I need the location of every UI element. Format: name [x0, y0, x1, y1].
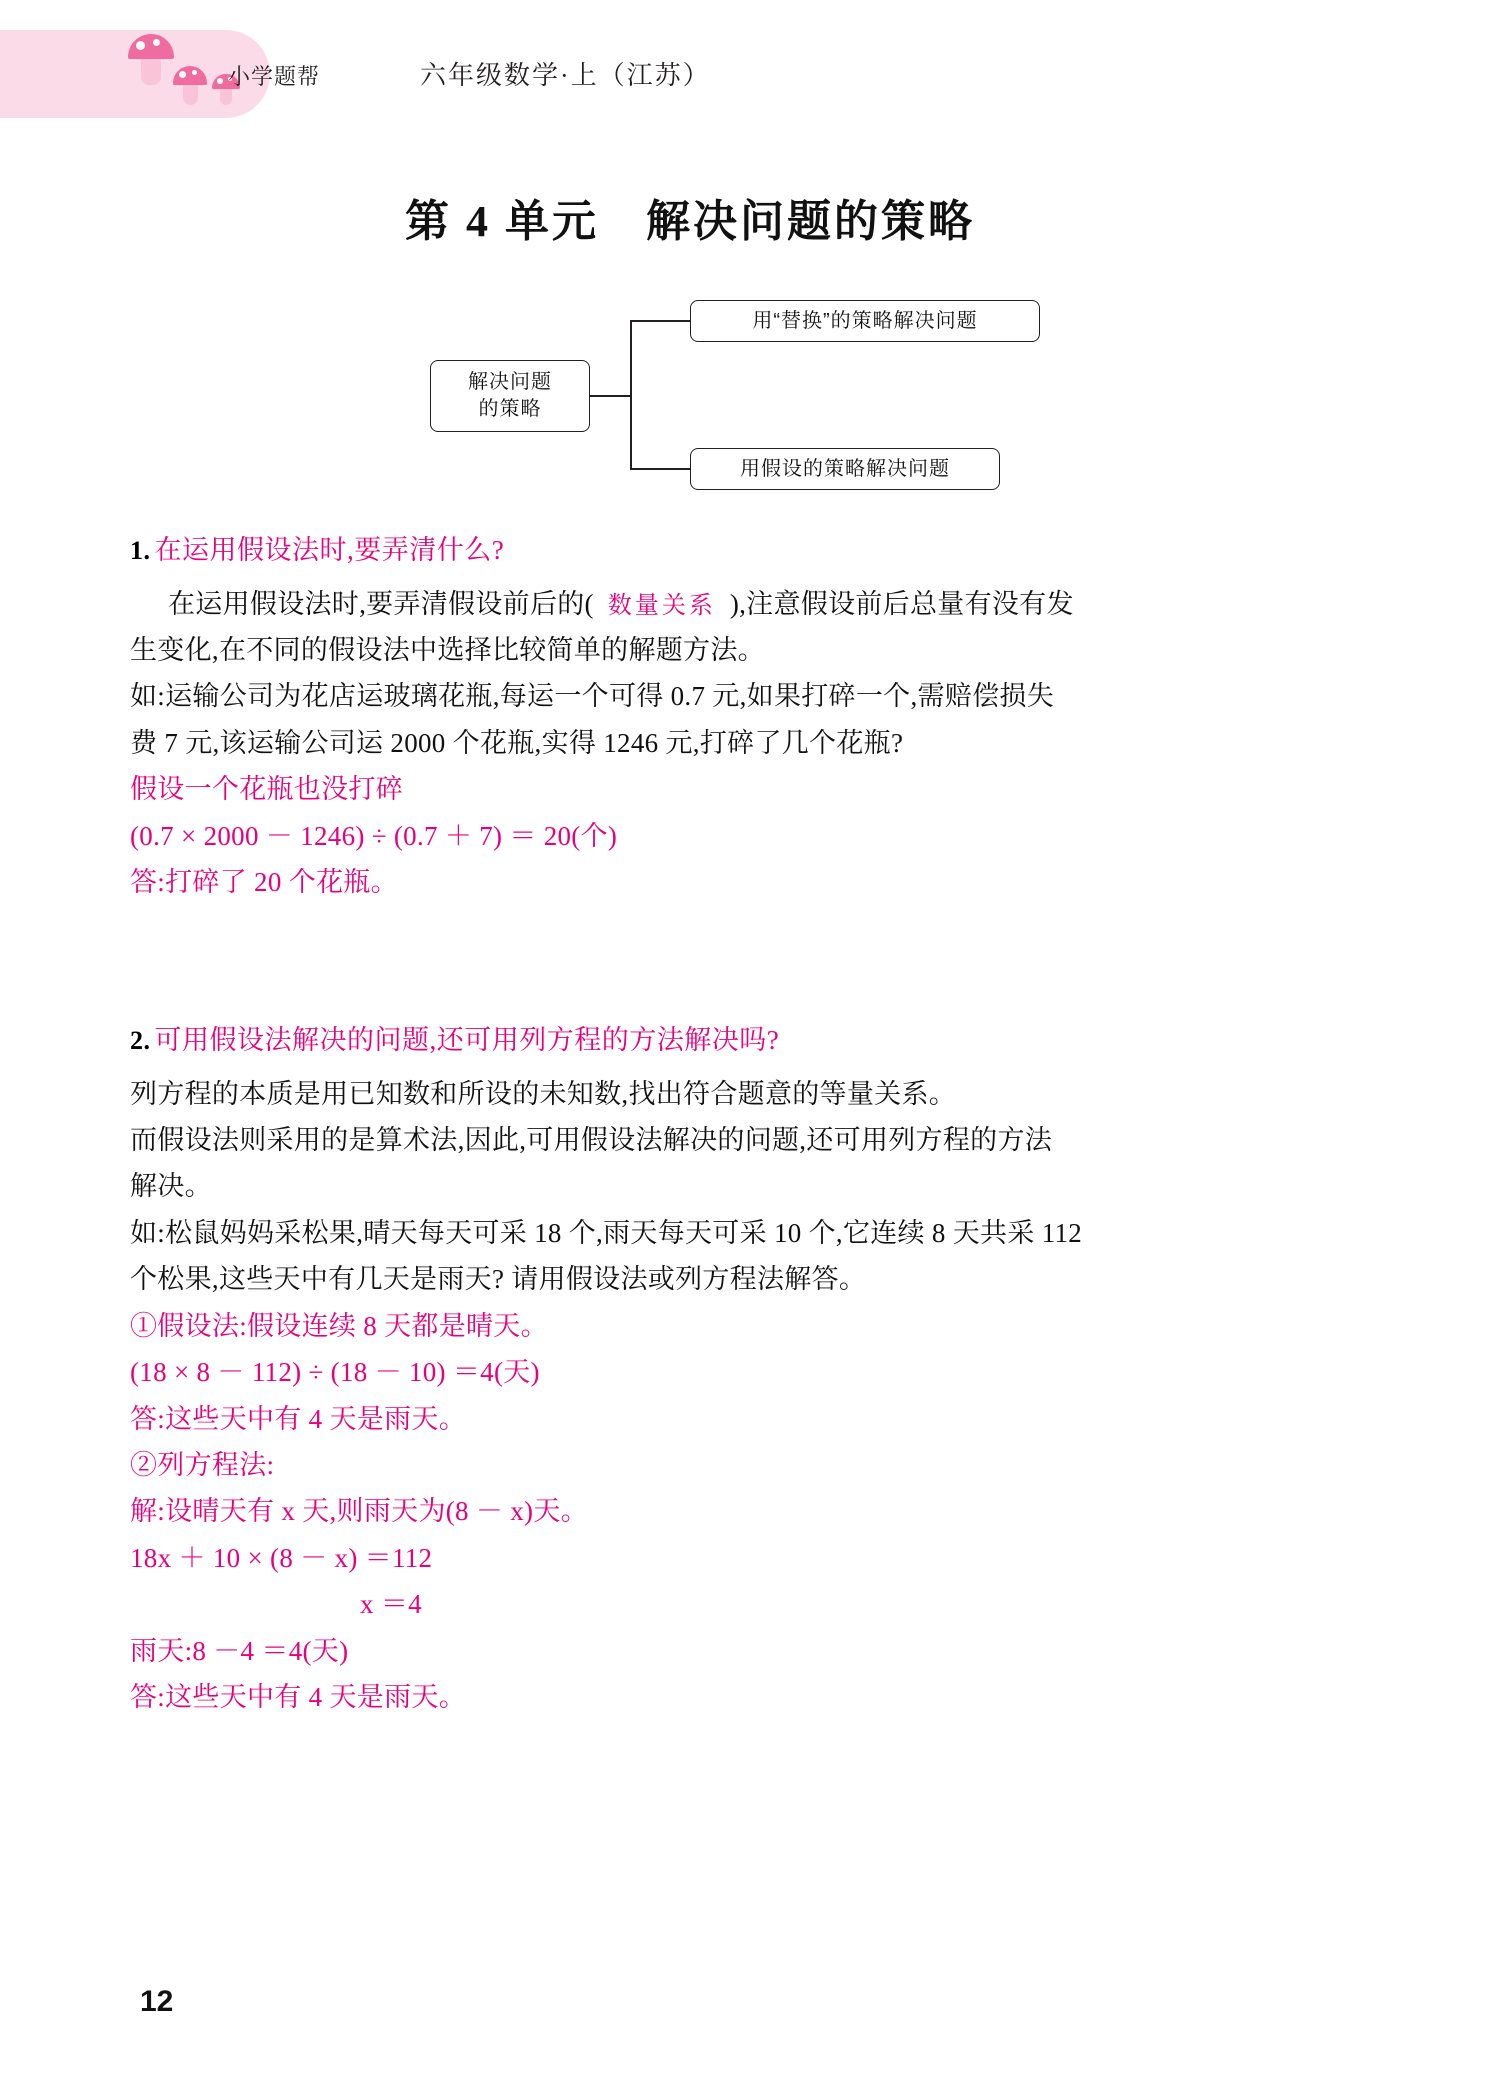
- mushroom-icon-small: [173, 66, 207, 105]
- question-2-heading: [130, 1020, 1380, 1061]
- mindmap-branch-replace: 用“替换”的策略解决问题: [690, 300, 1040, 342]
- mindmap-connector: [630, 468, 690, 470]
- mindmap-connector: [590, 395, 632, 397]
- answer-text-part: 在运用假设法时,要弄清假设前后的(: [168, 588, 594, 619]
- page-header: [0, 0, 1506, 146]
- handwritten-answer-line: 答:这些天中有 4 天是雨天。: [130, 1682, 467, 1713]
- mushroom-icon: [128, 34, 174, 85]
- mindmap-root-line2: 的策略: [478, 398, 542, 420]
- handwritten-answer-line: 雨天:8 －4 ＝4(天): [130, 1635, 349, 1666]
- handwritten-answer-line: 解:设晴天有 x 天,则雨天为(8 － x)天。: [130, 1496, 588, 1527]
- handwritten-answer-line: x ＝4: [360, 1589, 422, 1620]
- mindmap-branch-assume: 用假设的策略解决问题: [690, 448, 1000, 490]
- handwritten-answer-line: 18x ＋ 10 × (8 － x) ＝112: [130, 1542, 433, 1573]
- handwritten-answer-line: (0.7 × 2000 － 1246) ÷ (0.7 ＋ 7) ＝ 20(个): [130, 820, 618, 851]
- answer-line: 费 7 元,该运输公司运 2000 个花瓶,实得 1246 元,打碎了几个花瓶?: [130, 727, 904, 758]
- question-2-number: 2.: [130, 1026, 151, 1055]
- question-block-1: [130, 530, 1380, 906]
- brand-label: 小学题帮: [228, 64, 321, 89]
- answer-line: 而假设法则采用的是算术法,因此,可用假设法解决的问题,还可用列方程的方法: [130, 1124, 1053, 1155]
- question-1-number: 1.: [130, 536, 151, 565]
- answer-line: 如:运输公司为花店运玻璃花瓶,每运一个可得 0.7 元,如果打碎一个,需赔偿损失: [130, 681, 1054, 712]
- answer-line: [130, 581, 1380, 627]
- mindmap-diagram: [430, 300, 1070, 490]
- unit-title: 第 4 单元 解决问题的策略: [405, 197, 975, 246]
- page-number: 12: [140, 1985, 174, 2018]
- answer-line: 生变化,在不同的假设法中选择比较简单的解题方法。: [130, 634, 765, 665]
- fill-in-blank-answer: 数量关系: [607, 591, 716, 619]
- answer-line: 个松果,这些天中有几天是雨天? 请用假设法或列方程法解答。: [130, 1264, 867, 1295]
- mindmap-root-node: [430, 360, 590, 432]
- question-block-2: [130, 1020, 1380, 1721]
- handwritten-answer-line: 假设一个花瓶也没打碎: [130, 774, 403, 805]
- handwritten-answer-line: 答:这些天中有 4 天是雨天。: [130, 1403, 467, 1434]
- mindmap-root-line1: 解决问题: [468, 371, 552, 393]
- book-title: 六年级数学·上（江苏）: [420, 61, 711, 90]
- question-2-text: 可用假设法解决的问题,还可用列方程的方法解决吗?: [154, 1025, 780, 1055]
- handwritten-answer-line: ②列方程法:: [130, 1450, 275, 1480]
- answer-line: 列方程的本质是用已知数和所设的未知数,找出符合题意的等量关系。: [130, 1078, 957, 1109]
- mindmap-connector: [630, 320, 690, 322]
- question-1-text: 在运用假设法时,要弄清什么?: [154, 535, 505, 565]
- handwritten-answer-line: (18 × 8 － 112) ÷ (18 － 10) ＝4(天): [130, 1357, 540, 1388]
- answer-line: 解决。: [130, 1171, 212, 1202]
- handwritten-answer-line: ①假设法:假设连续 8 天都是晴天。: [130, 1310, 548, 1341]
- answer-text-tail: ),注意假设前后总量有没有发: [729, 588, 1074, 619]
- answer-line: 如:松鼠妈妈采松果,晴天每天可采 18 个,雨天每天可采 10 个,它连续 8 天共采 112: [130, 1217, 1083, 1248]
- handwritten-answer-line: 答:打碎了 20 个花瓶。: [130, 867, 398, 898]
- question-1-heading: [130, 530, 1380, 571]
- mindmap-connector: [630, 321, 632, 469]
